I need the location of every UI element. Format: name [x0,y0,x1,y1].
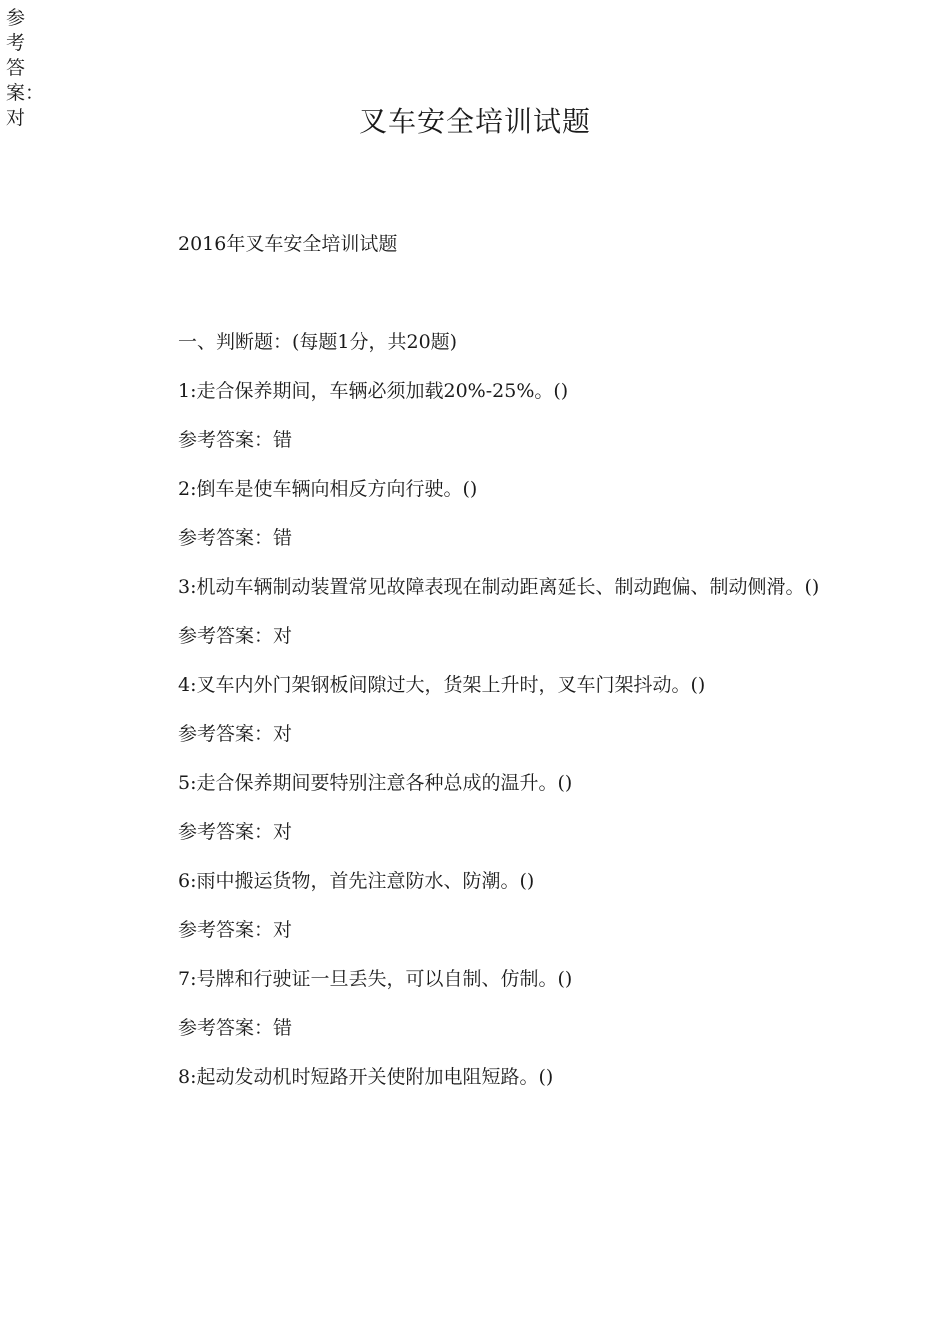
question-8: 8:起动发动机时短路开关使附加电阻短路。() [178,1066,554,1088]
answer-4: 参考答案：对 [178,723,293,745]
question-2: 2:倒车是使车辆向相反方向行驶。() [178,478,478,500]
question-1: 1:走合保养期间，车辆必须加载20%-25%。() [178,380,569,402]
answer-3: 参考答案：对 [178,625,293,647]
question-5: 5:走合保养期间要特别注意各种总成的温升。() [178,772,573,794]
document-title: 叉车安全培训试题 [358,105,591,138]
answer-7: 参考答案：错 [178,1017,293,1039]
answer-5: 参考答案：对 [178,821,293,843]
question-7: 7:号牌和行驶证一旦丢失，可以自制、仿制。() [178,968,573,990]
question-4: 4:叉车内外门架钢板间隙过大，货架上升时，叉车门架抖动。() [178,674,706,696]
answer-6: 参考答案：对 [178,919,293,941]
answer-1: 参考答案：错 [178,429,293,451]
section-heading: 一、判断题：(每题1分，共20题) [178,331,458,353]
answer-2: 参考答案：错 [178,527,293,549]
question-3: 3:机动车辆制动装置常见故障表现在制动距离延长、制动跑偏、制动侧滑。() [178,576,820,598]
question-6: 6:雨中搬运货物，首先注意防水、防潮。() [178,870,535,892]
exam-subtitle: 2016年叉车安全培训试题 [178,233,398,255]
document-body [140,228,820,1110]
margin-answer-note: 参考答案：对 [6,7,45,129]
